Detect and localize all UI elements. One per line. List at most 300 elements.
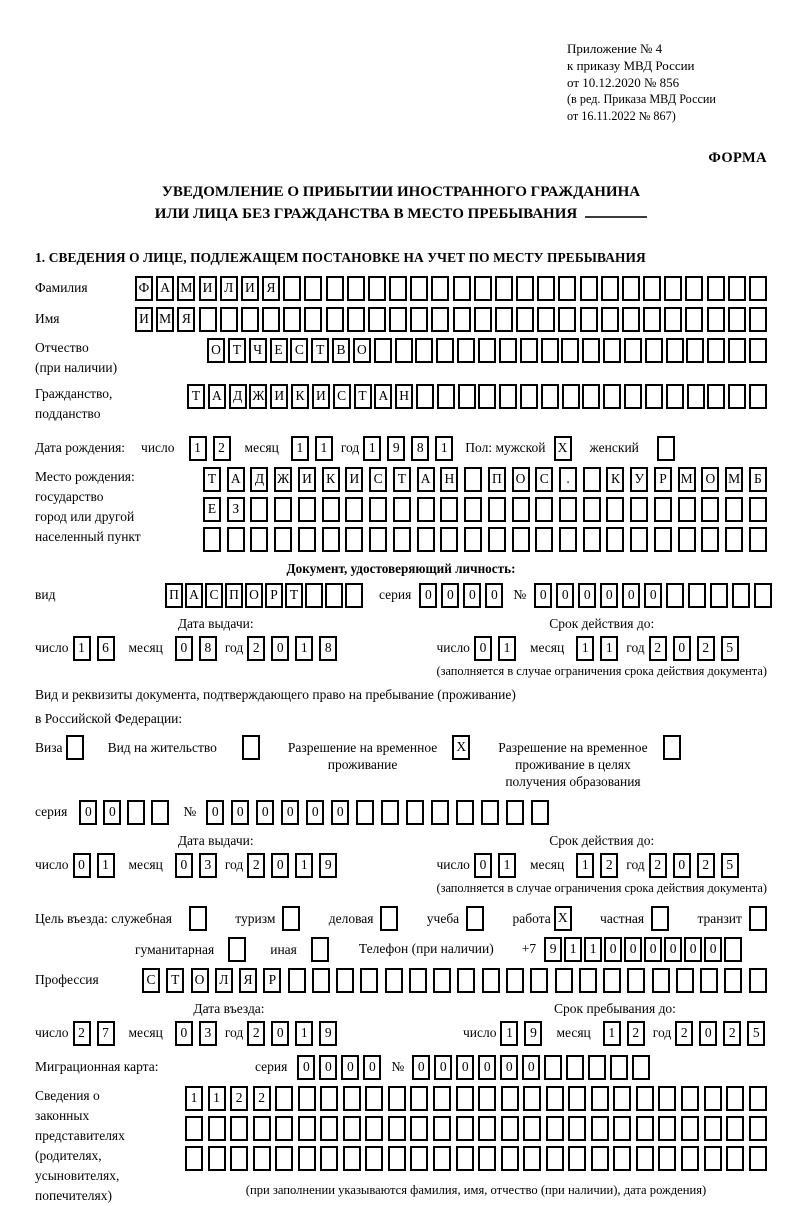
char-box[interactable]: 0	[281, 800, 299, 825]
char-box[interactable]: 0	[673, 636, 691, 661]
char-box[interactable]	[417, 497, 435, 522]
char-box[interactable]	[666, 583, 684, 608]
char-box[interactable]: К	[291, 384, 309, 409]
char-box[interactable]: 1	[295, 636, 313, 661]
char-box[interactable]	[320, 1146, 338, 1171]
char-box[interactable]: 1	[315, 436, 333, 461]
char-box[interactable]: 2	[600, 853, 618, 878]
char-box[interactable]: С	[205, 583, 223, 608]
char-box[interactable]	[440, 527, 458, 552]
char-box[interactable]	[754, 583, 772, 608]
char-box[interactable]: 1	[600, 636, 618, 661]
char-box[interactable]	[365, 1116, 383, 1141]
char-box[interactable]: С	[333, 384, 351, 409]
char-box[interactable]	[724, 968, 742, 993]
char-box[interactable]	[410, 307, 428, 332]
char-box[interactable]: 0	[624, 937, 642, 962]
char-box[interactable]	[456, 800, 474, 825]
char-box[interactable]: 8	[411, 436, 429, 461]
char-box[interactable]: 0	[474, 853, 492, 878]
char-box[interactable]	[546, 1086, 564, 1111]
char-box[interactable]	[636, 1146, 654, 1171]
char-box[interactable]	[464, 527, 482, 552]
char-box[interactable]: А	[185, 583, 203, 608]
char-box[interactable]	[546, 1116, 564, 1141]
char-box[interactable]	[230, 1146, 248, 1171]
char-box[interactable]	[704, 1116, 722, 1141]
char-box[interactable]	[566, 1055, 584, 1080]
char-box[interactable]	[343, 1086, 361, 1111]
char-box[interactable]: 1	[189, 436, 207, 461]
char-box[interactable]: 5	[721, 636, 739, 661]
char-box[interactable]: 1	[208, 1086, 226, 1111]
char-box[interactable]: П	[165, 583, 183, 608]
char-box[interactable]	[322, 527, 340, 552]
char-box[interactable]	[666, 384, 684, 409]
char-box[interactable]: В	[332, 338, 350, 363]
char-box[interactable]	[283, 307, 301, 332]
char-box[interactable]: 2	[247, 1021, 265, 1046]
char-box[interactable]	[478, 384, 496, 409]
char-box[interactable]: 0	[704, 937, 722, 962]
char-box[interactable]	[535, 527, 553, 552]
char-box[interactable]	[749, 1086, 767, 1111]
char-box[interactable]: У	[630, 467, 648, 492]
char-box[interactable]: 0	[485, 583, 503, 608]
char-box[interactable]	[601, 307, 619, 332]
char-box[interactable]: И	[298, 467, 316, 492]
char-box[interactable]: 0	[73, 853, 91, 878]
char-box[interactable]: 1	[97, 853, 115, 878]
char-box[interactable]	[488, 497, 506, 522]
char-box[interactable]	[654, 527, 672, 552]
char-box[interactable]	[636, 1116, 654, 1141]
char-box[interactable]: Д	[250, 467, 268, 492]
char-box[interactable]	[749, 384, 767, 409]
char-box[interactable]	[728, 307, 746, 332]
char-box[interactable]	[707, 276, 725, 301]
char-box[interactable]	[395, 338, 413, 363]
char-box[interactable]	[406, 800, 424, 825]
char-box[interactable]: Т	[203, 467, 221, 492]
char-box[interactable]: X	[554, 436, 572, 461]
char-box[interactable]	[630, 497, 648, 522]
char-box[interactable]	[440, 497, 458, 522]
char-box[interactable]	[453, 276, 471, 301]
char-box[interactable]	[456, 1086, 474, 1111]
char-box[interactable]	[368, 276, 386, 301]
char-box[interactable]	[381, 800, 399, 825]
char-box[interactable]: А	[156, 276, 174, 301]
char-box[interactable]: О	[701, 467, 719, 492]
char-box[interactable]	[664, 276, 682, 301]
char-box[interactable]: 2	[253, 1086, 271, 1111]
char-box[interactable]	[559, 497, 577, 522]
char-box[interactable]: .	[559, 467, 577, 492]
char-box[interactable]	[676, 968, 694, 993]
char-box[interactable]: 2	[230, 1086, 248, 1111]
char-box[interactable]: Т	[228, 338, 246, 363]
char-box[interactable]	[478, 338, 496, 363]
char-box[interactable]	[388, 1086, 406, 1111]
char-box[interactable]: О	[245, 583, 263, 608]
char-box[interactable]	[288, 968, 306, 993]
char-box[interactable]: 0	[175, 853, 193, 878]
char-box[interactable]: О	[207, 338, 225, 363]
char-box[interactable]	[624, 384, 642, 409]
char-box[interactable]: Т	[285, 583, 303, 608]
char-box[interactable]	[298, 1146, 316, 1171]
char-box[interactable]	[728, 384, 746, 409]
char-box[interactable]	[456, 1146, 474, 1171]
char-box[interactable]	[645, 338, 663, 363]
char-box[interactable]	[624, 338, 642, 363]
char-box[interactable]	[253, 1116, 271, 1141]
char-box[interactable]: 2	[73, 1021, 91, 1046]
char-box[interactable]	[389, 307, 407, 332]
char-box[interactable]: 1	[603, 1021, 621, 1046]
char-box[interactable]	[127, 800, 145, 825]
char-box[interactable]: Е	[203, 497, 221, 522]
char-box[interactable]: 0	[271, 853, 289, 878]
char-box[interactable]	[749, 497, 767, 522]
char-box[interactable]: 1	[500, 1021, 518, 1046]
char-box[interactable]	[253, 1146, 271, 1171]
char-box[interactable]	[652, 968, 670, 993]
char-box[interactable]: К	[322, 467, 340, 492]
char-box[interactable]	[482, 968, 500, 993]
char-box[interactable]	[457, 968, 475, 993]
char-box[interactable]	[456, 1116, 474, 1141]
char-box[interactable]	[416, 384, 434, 409]
char-box[interactable]: И	[345, 467, 363, 492]
char-box[interactable]	[725, 527, 743, 552]
char-box[interactable]	[464, 497, 482, 522]
char-box[interactable]	[437, 384, 455, 409]
char-box[interactable]	[558, 276, 576, 301]
char-box[interactable]	[298, 1086, 316, 1111]
char-box[interactable]	[274, 527, 292, 552]
char-box[interactable]: Я	[262, 276, 280, 301]
char-box[interactable]	[591, 1146, 609, 1171]
char-box[interactable]	[654, 497, 672, 522]
char-box[interactable]: А	[227, 467, 245, 492]
char-box[interactable]: 0	[412, 1055, 430, 1080]
char-box[interactable]: 0	[441, 583, 459, 608]
char-box[interactable]	[603, 968, 621, 993]
char-box[interactable]	[707, 307, 725, 332]
char-box[interactable]	[728, 276, 746, 301]
char-box[interactable]	[520, 338, 538, 363]
char-box[interactable]	[325, 583, 343, 608]
char-box[interactable]: 0	[478, 1055, 496, 1080]
char-box[interactable]	[613, 1116, 631, 1141]
char-box[interactable]: 0	[175, 636, 193, 661]
char-box[interactable]: 6	[97, 636, 115, 661]
char-box[interactable]: 2	[675, 1021, 693, 1046]
char-box[interactable]	[474, 276, 492, 301]
char-box[interactable]	[658, 1116, 676, 1141]
char-box[interactable]: Д	[229, 384, 247, 409]
char-box[interactable]: 1	[73, 636, 91, 661]
char-box[interactable]	[582, 384, 600, 409]
char-box[interactable]	[555, 968, 573, 993]
char-box[interactable]	[681, 1086, 699, 1111]
char-box[interactable]	[274, 497, 292, 522]
char-box[interactable]	[275, 1086, 293, 1111]
char-box[interactable]: 5	[747, 1021, 765, 1046]
char-box[interactable]	[380, 906, 398, 931]
char-box[interactable]	[580, 307, 598, 332]
char-box[interactable]: С	[142, 968, 160, 993]
char-box[interactable]: 2	[697, 636, 715, 661]
char-box[interactable]	[541, 384, 559, 409]
char-box[interactable]: Т	[354, 384, 372, 409]
char-box[interactable]: 1	[576, 853, 594, 878]
char-box[interactable]: М	[725, 467, 743, 492]
char-box[interactable]: 1	[295, 1021, 313, 1046]
char-box[interactable]: Р	[263, 968, 281, 993]
char-box[interactable]	[537, 307, 555, 332]
char-box[interactable]: 1	[584, 937, 602, 962]
char-box[interactable]	[591, 1086, 609, 1111]
char-box[interactable]: 0	[363, 1055, 381, 1080]
char-box[interactable]: 9	[387, 436, 405, 461]
char-box[interactable]: 0	[206, 800, 224, 825]
char-box[interactable]: 0	[79, 800, 97, 825]
char-box[interactable]	[312, 968, 330, 993]
char-box[interactable]	[601, 276, 619, 301]
char-box[interactable]: С	[535, 467, 553, 492]
char-box[interactable]: Я	[177, 307, 195, 332]
char-box[interactable]: 0	[664, 937, 682, 962]
char-box[interactable]: 0	[474, 636, 492, 661]
char-box[interactable]	[583, 467, 601, 492]
char-box[interactable]	[559, 527, 577, 552]
char-box[interactable]: Ж	[249, 384, 267, 409]
char-box[interactable]: Р	[654, 467, 672, 492]
char-box[interactable]	[250, 527, 268, 552]
char-box[interactable]: И	[270, 384, 288, 409]
char-box[interactable]	[365, 1146, 383, 1171]
char-box[interactable]: Ж	[274, 467, 292, 492]
char-box[interactable]: 1	[291, 436, 309, 461]
char-box[interactable]: 0	[297, 1055, 315, 1080]
char-box[interactable]: Н	[440, 467, 458, 492]
char-box[interactable]	[580, 276, 598, 301]
char-box[interactable]: Л	[215, 968, 233, 993]
char-box[interactable]	[704, 1146, 722, 1171]
char-box[interactable]	[410, 1086, 428, 1111]
char-box[interactable]	[666, 338, 684, 363]
char-box[interactable]: 0	[463, 583, 481, 608]
char-box[interactable]	[304, 307, 322, 332]
char-box[interactable]: А	[374, 384, 392, 409]
char-box[interactable]	[208, 1146, 226, 1171]
char-box[interactable]: 0	[419, 583, 437, 608]
char-box[interactable]: 1	[564, 937, 582, 962]
char-box[interactable]	[298, 527, 316, 552]
char-box[interactable]	[681, 1146, 699, 1171]
char-box[interactable]: 0	[331, 800, 349, 825]
char-box[interactable]: П	[225, 583, 243, 608]
char-box[interactable]	[410, 276, 428, 301]
char-box[interactable]: 2	[247, 636, 265, 661]
char-box[interactable]	[643, 307, 661, 332]
char-box[interactable]	[282, 906, 300, 931]
char-box[interactable]	[622, 307, 640, 332]
char-box[interactable]	[298, 1116, 316, 1141]
char-box[interactable]	[749, 527, 767, 552]
char-box[interactable]	[726, 1116, 744, 1141]
char-box[interactable]: Я	[239, 968, 257, 993]
char-box[interactable]: 9	[544, 937, 562, 962]
char-box[interactable]	[478, 1116, 496, 1141]
char-box[interactable]	[516, 307, 534, 332]
char-box[interactable]	[320, 1086, 338, 1111]
char-box[interactable]: П	[488, 467, 506, 492]
char-box[interactable]	[749, 1116, 767, 1141]
char-box[interactable]: 0	[622, 583, 640, 608]
char-box[interactable]: 0	[256, 800, 274, 825]
char-box[interactable]: З	[227, 497, 245, 522]
char-box[interactable]: М	[156, 307, 174, 332]
char-box[interactable]	[749, 906, 767, 931]
char-box[interactable]	[707, 338, 725, 363]
char-box[interactable]	[603, 338, 621, 363]
char-box[interactable]	[681, 1116, 699, 1141]
char-box[interactable]	[478, 1086, 496, 1111]
char-box[interactable]	[360, 968, 378, 993]
char-box[interactable]	[368, 307, 386, 332]
char-box[interactable]	[250, 497, 268, 522]
char-box[interactable]	[537, 276, 555, 301]
char-box[interactable]	[678, 527, 696, 552]
char-box[interactable]: 1	[576, 636, 594, 661]
char-box[interactable]	[464, 467, 482, 492]
char-box[interactable]	[417, 527, 435, 552]
char-box[interactable]: К	[606, 467, 624, 492]
char-box[interactable]	[724, 937, 742, 962]
char-box[interactable]: 0	[231, 800, 249, 825]
char-box[interactable]	[499, 384, 517, 409]
char-box[interactable]	[726, 1086, 744, 1111]
char-box[interactable]	[523, 1086, 541, 1111]
char-box[interactable]: 2	[723, 1021, 741, 1046]
char-box[interactable]	[520, 384, 538, 409]
char-box[interactable]	[241, 307, 259, 332]
char-box[interactable]	[227, 527, 245, 552]
char-box[interactable]	[749, 968, 767, 993]
char-box[interactable]	[393, 527, 411, 552]
char-box[interactable]	[433, 1146, 451, 1171]
char-box[interactable]	[410, 1116, 428, 1141]
char-box[interactable]: 0	[271, 1021, 289, 1046]
char-box[interactable]	[347, 307, 365, 332]
char-box[interactable]: 9	[524, 1021, 542, 1046]
char-box[interactable]: Л	[220, 276, 238, 301]
char-box[interactable]	[481, 800, 499, 825]
char-box[interactable]	[613, 1086, 631, 1111]
char-box[interactable]: 5	[721, 853, 739, 878]
char-box[interactable]	[685, 307, 703, 332]
char-box[interactable]: 2	[697, 853, 715, 878]
char-box[interactable]: 0	[644, 937, 662, 962]
char-box[interactable]	[488, 527, 506, 552]
char-box[interactable]	[568, 1116, 586, 1141]
char-box[interactable]	[512, 527, 530, 552]
char-box[interactable]: X	[452, 735, 470, 760]
char-box[interactable]: И	[199, 276, 217, 301]
char-box[interactable]	[583, 497, 601, 522]
char-box[interactable]	[242, 735, 260, 760]
char-box[interactable]	[591, 1116, 609, 1141]
char-box[interactable]: Т	[187, 384, 205, 409]
char-box[interactable]: И	[312, 384, 330, 409]
char-box[interactable]: Б	[749, 467, 767, 492]
char-box[interactable]: 8	[199, 636, 217, 661]
char-box[interactable]	[512, 497, 530, 522]
char-box[interactable]: 9	[319, 853, 337, 878]
char-box[interactable]	[664, 307, 682, 332]
char-box[interactable]: 1	[363, 436, 381, 461]
char-box[interactable]	[326, 307, 344, 332]
char-box[interactable]	[66, 735, 84, 760]
char-box[interactable]	[501, 1146, 519, 1171]
char-box[interactable]: О	[353, 338, 371, 363]
char-box[interactable]: 2	[649, 636, 667, 661]
char-box[interactable]	[732, 583, 750, 608]
char-box[interactable]	[725, 497, 743, 522]
char-box[interactable]	[749, 307, 767, 332]
char-box[interactable]	[189, 906, 207, 931]
char-box[interactable]	[657, 436, 675, 461]
char-box[interactable]	[431, 276, 449, 301]
char-box[interactable]: 1	[498, 853, 516, 878]
char-box[interactable]	[658, 1146, 676, 1171]
char-box[interactable]	[606, 527, 624, 552]
char-box[interactable]: 0	[500, 1055, 518, 1080]
char-box[interactable]	[499, 338, 517, 363]
char-box[interactable]	[568, 1086, 586, 1111]
char-box[interactable]	[347, 276, 365, 301]
char-box[interactable]: 7	[97, 1021, 115, 1046]
char-box[interactable]: 2	[213, 436, 231, 461]
char-box[interactable]	[388, 1146, 406, 1171]
char-box[interactable]	[688, 583, 706, 608]
char-box[interactable]	[345, 583, 363, 608]
char-box[interactable]	[501, 1086, 519, 1111]
char-box[interactable]: 8	[319, 636, 337, 661]
char-box[interactable]: 0	[699, 1021, 717, 1046]
char-box[interactable]	[474, 307, 492, 332]
char-box[interactable]	[687, 384, 705, 409]
char-box[interactable]	[320, 1116, 338, 1141]
char-box[interactable]	[506, 800, 524, 825]
char-box[interactable]: 2	[627, 1021, 645, 1046]
char-box[interactable]	[275, 1146, 293, 1171]
char-box[interactable]	[501, 1116, 519, 1141]
char-box[interactable]	[568, 1146, 586, 1171]
char-box[interactable]	[700, 968, 718, 993]
char-box[interactable]	[385, 968, 403, 993]
char-box[interactable]: М	[177, 276, 195, 301]
char-box[interactable]: Е	[270, 338, 288, 363]
char-box[interactable]	[369, 527, 387, 552]
char-box[interactable]: С	[290, 338, 308, 363]
char-box[interactable]	[701, 497, 719, 522]
char-box[interactable]	[562, 384, 580, 409]
